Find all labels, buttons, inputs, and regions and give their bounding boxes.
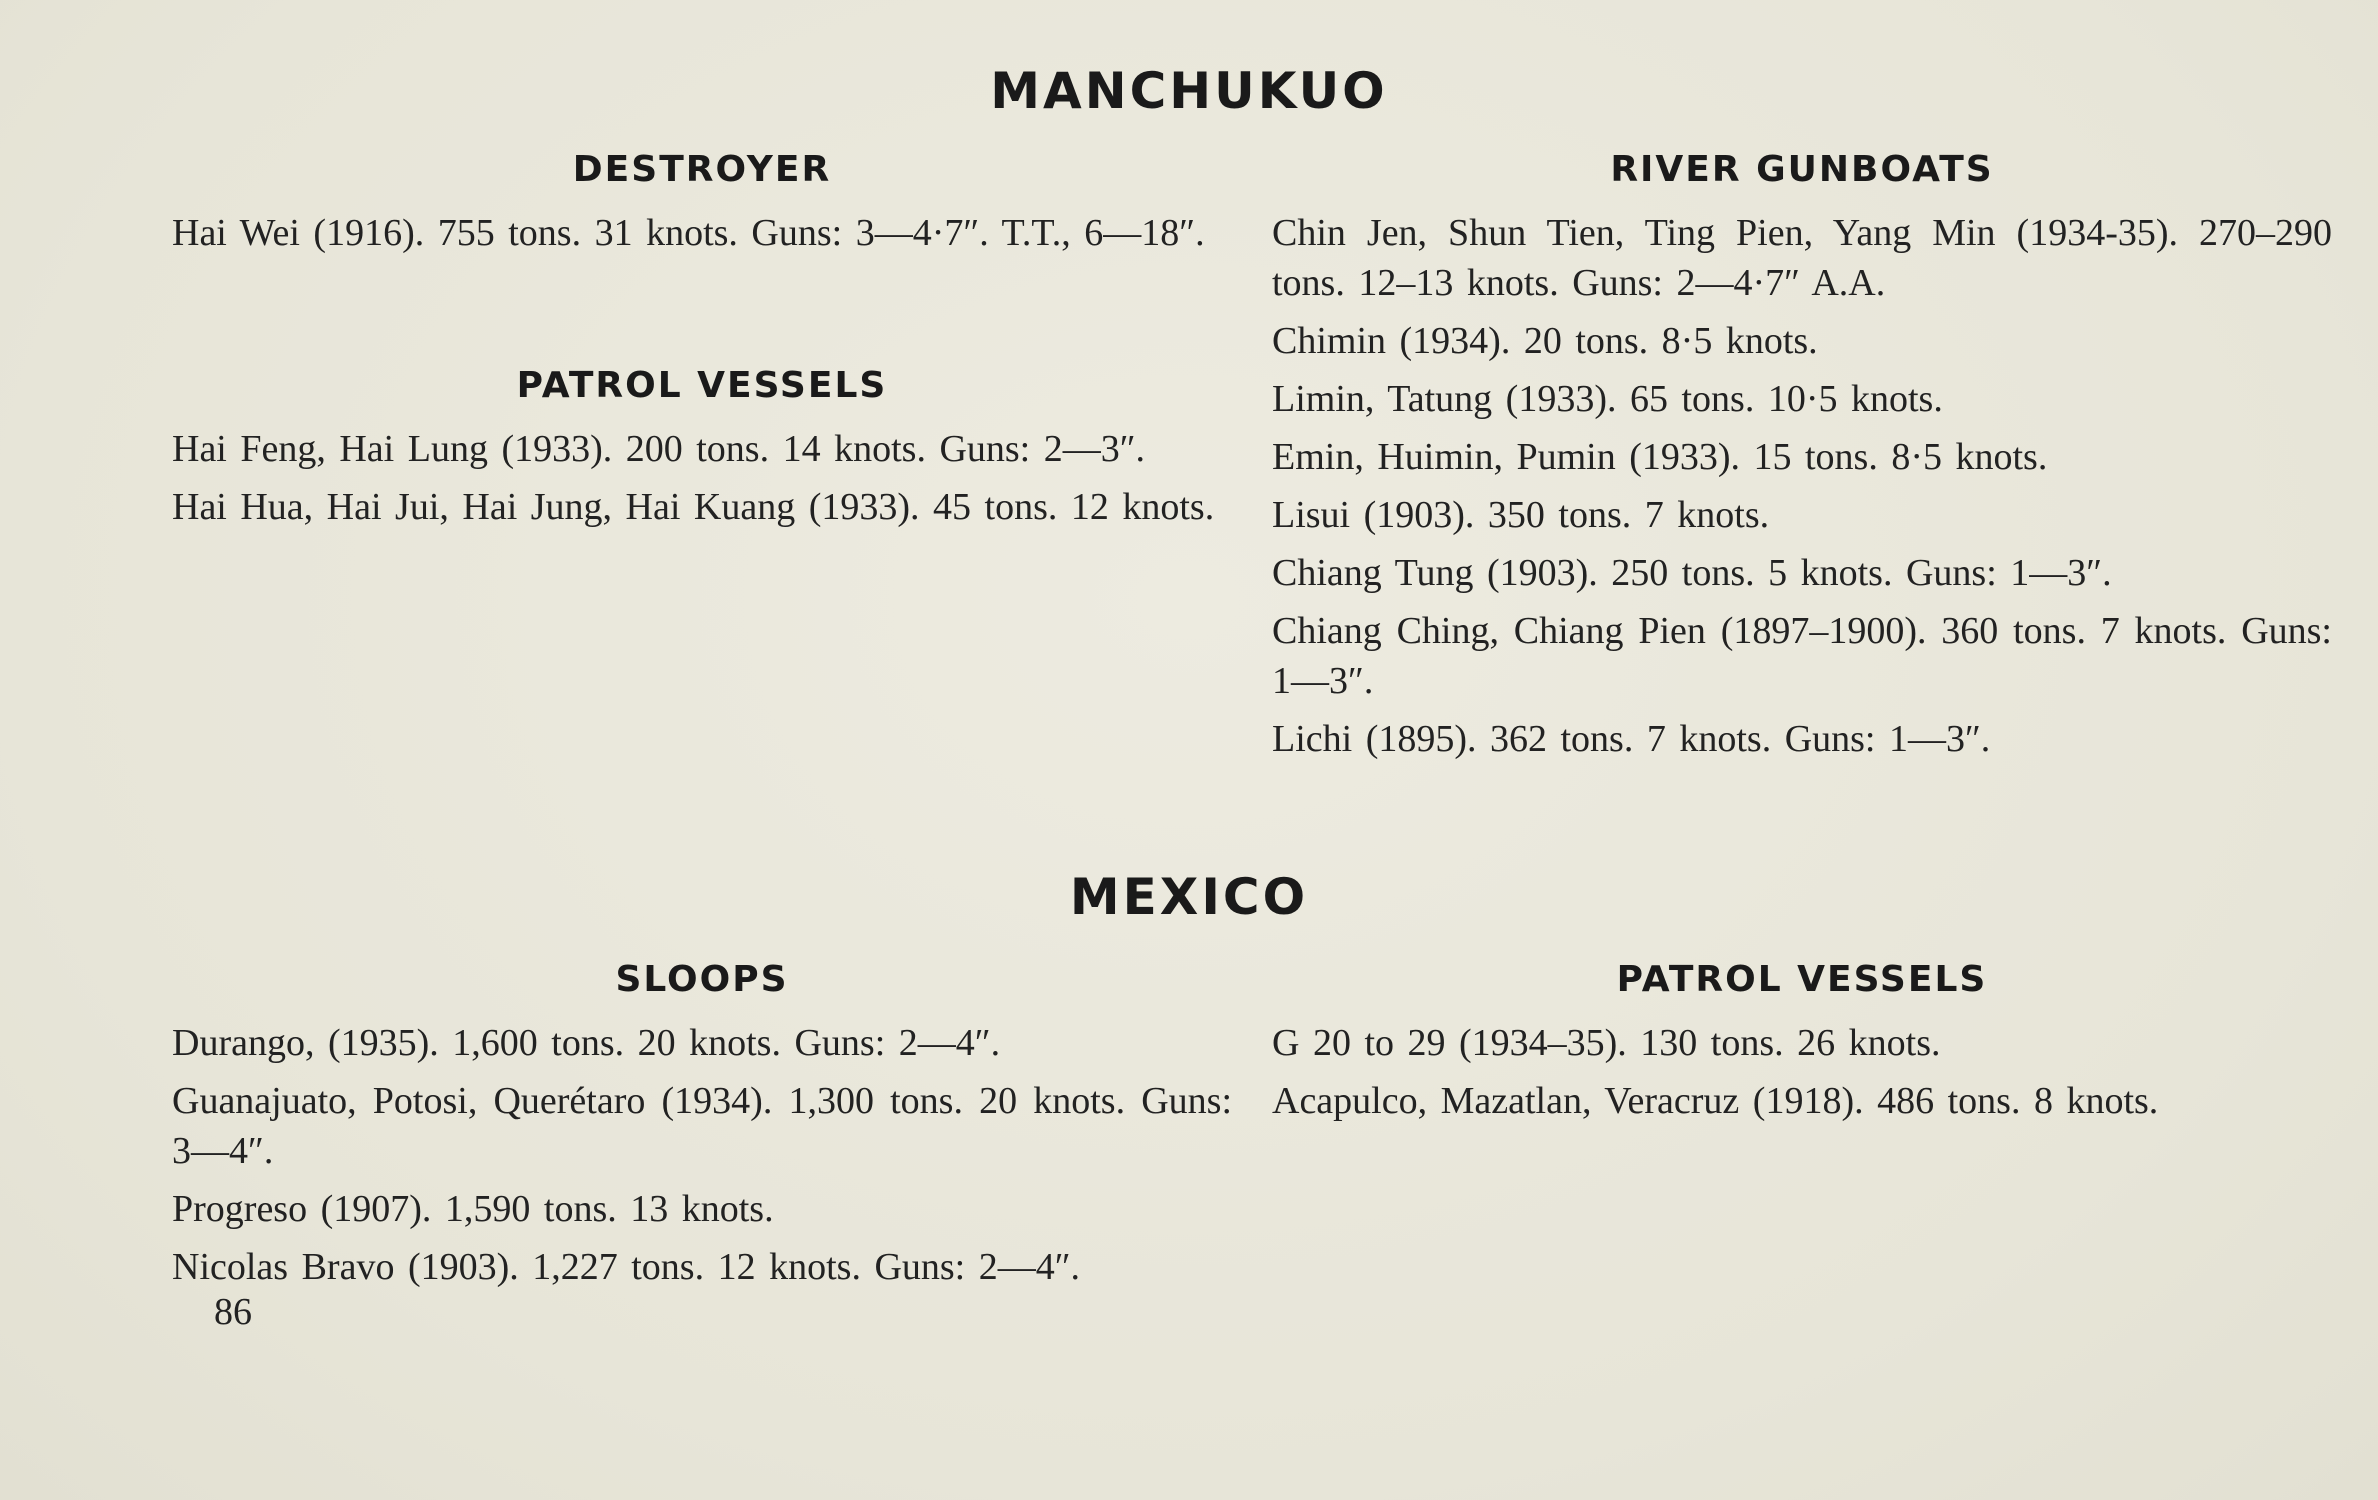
ship-entry: Chimin (1934). 20 tons. 8·5 knots. (1272, 320, 1818, 362)
ship-entry: Chin Jen, Shun Tien, Ting Pien, Yang Min (1934-35). 270–290 tons. 12–13 knots. Guns: 2—4·7″ A.A. (1272, 212, 2332, 304)
section-heading-river-gunboats: RIVER GUNBOATS (1610, 149, 1994, 190)
ship-entry: Hai Hua, Hai Jui, Hai Jung, Hai Kuang (1933). 45 tons. 12 knots. (172, 486, 1215, 528)
section-heading-patrol-vessels: PATROL VESSELS (1616, 959, 1988, 1000)
ship-entry: Progreso (1907). 1,590 tons. 13 knots. (172, 1188, 774, 1230)
ship-entry: Limin, Tatung (1933). 65 tons. 10·5 knots. (1272, 378, 1943, 420)
ship-entry: Chiang Ching, Chiang Pien (1897–1900). 360 tons. 7 knots. Guns: 1—3″. (1272, 610, 2332, 702)
ship-entry: Emin, Huimin, Pumin (1933). 15 tons. 8·5 knots. (1272, 436, 2048, 478)
manchukuo-right-column (1272, 146, 2332, 772)
country-title-mexico: MEXICO (1069, 868, 1309, 926)
ship-entry: Lichi (1895). 362 tons. 7 knots. Guns: 1—3″. (1272, 718, 1991, 760)
mexico-right-column (1272, 956, 2332, 1134)
mexico-left-column (172, 956, 1232, 1300)
ship-entry: Durango, (1935). 1,600 tons. 20 knots. Guns: 2—4″. (172, 1022, 1001, 1064)
ship-entry: Guanajuato, Potosi, Querétaro (1934). 1,300 tons. 20 knots. Guns: 3—4″. (172, 1080, 1232, 1172)
ship-entry: Hai Feng, Hai Lung (1933). 200 tons. 14 knots. Guns: 2—3″. (172, 428, 1146, 470)
ship-entry: Lisui (1903). 350 tons. 7 knots. (1272, 494, 1770, 536)
ship-entry: Chiang Tung (1903). 250 tons. 5 knots. Guns: 1—3″. (1272, 552, 2112, 594)
manchukuo-left-column (172, 146, 1232, 540)
ship-entry: Nicolas Bravo (1903). 1,227 tons. 12 knots. Guns: 2—4″. (172, 1246, 1081, 1288)
section-heading-sloops: SLOOPS (615, 959, 789, 1000)
section-heading-destroyer: DESTROYER (572, 149, 832, 190)
ship-entry: Acapulco, Mazatlan, Veracruz (1918). 486 tons. 8 knots. (1272, 1080, 2159, 1122)
page-number: 86 (214, 1291, 252, 1333)
country-title-manchukuo: MANCHUKUO (990, 62, 1388, 120)
ship-entry: G 20 to 29 (1934–35). 130 tons. 26 knots. (1272, 1022, 1941, 1064)
section-heading-patrol-vessels: PATROL VESSELS (516, 365, 888, 406)
ship-entry: Hai Wei (1916). 755 tons. 31 knots. Guns: 3—4·7″. T.T., 6—18″. (172, 212, 1205, 254)
